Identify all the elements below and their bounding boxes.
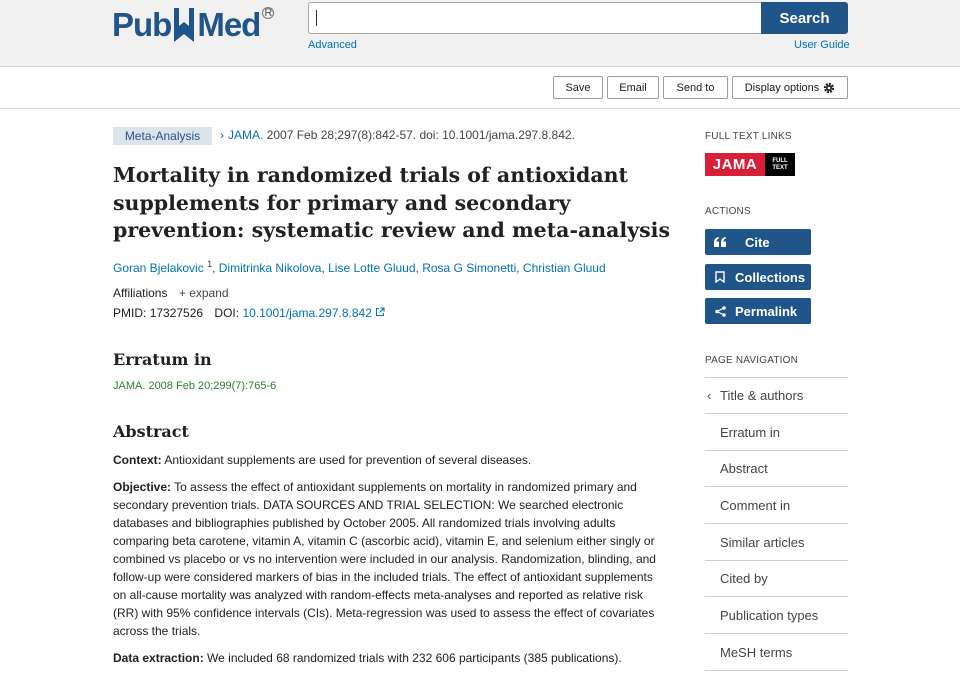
- send-to-button[interactable]: Send to: [663, 76, 728, 99]
- article-title: Mortality in randomized trials of antioxidant supplements for primary and secondary prevention: systematic review and meta-analysis: [113, 163, 670, 242]
- doi-link[interactable]: [242, 306, 385, 320]
- full-text-links-label: FULL TEXT LINKS: [705, 131, 792, 142]
- actions-label: ACTIONS: [705, 206, 751, 217]
- abstract-context: [113, 451, 658, 469]
- header: [0, 0, 960, 67]
- text-caret: [316, 10, 317, 26]
- pmid-value: 17327526: [149, 306, 204, 320]
- abstract-data-extraction: [113, 649, 658, 667]
- jama-full-text-link[interactable]: [705, 153, 795, 176]
- nav-item-erratum[interactable]: Erratum in: [705, 415, 848, 451]
- extraction-text: We included 68 randomized trials with 232 606 participants (385 publications).: [203, 651, 622, 665]
- pmid-label: PMID:: [113, 306, 147, 320]
- nav-item-publication-types[interactable]: Publication types: [705, 598, 848, 634]
- collections-label: Collections: [735, 269, 806, 285]
- affiliation-number[interactable]: 1: [207, 259, 213, 269]
- cite-button[interactable]: [705, 229, 811, 255]
- affiliations-label: Affiliations: [113, 286, 168, 300]
- email-button[interactable]: Email: [607, 76, 659, 99]
- nav-item-label: Title & authors: [720, 388, 804, 403]
- author-link[interactable]: Goran Bjelakovic: [113, 261, 204, 275]
- save-button[interactable]: Save: [553, 76, 603, 99]
- nav-item-cited-by[interactable]: Cited by: [705, 561, 848, 597]
- context-label: Context:: [113, 453, 162, 467]
- cite-label: Cite: [745, 234, 770, 250]
- objective-label: Objective:: [113, 480, 172, 494]
- display-options-button[interactable]: [732, 76, 848, 99]
- affiliations-row: [113, 286, 229, 300]
- author-link[interactable]: Christian Gluud: [522, 261, 606, 275]
- author-link[interactable]: Rosa G Simonetti: [422, 261, 517, 275]
- nav-item-mesh-terms[interactable]: MeSH terms: [705, 635, 848, 671]
- publication-type-badge: Meta-Analysis: [113, 127, 212, 145]
- page-navigation-label: PAGE NAVIGATION: [705, 355, 799, 366]
- share-icon: [705, 306, 735, 317]
- identifiers-row: [113, 306, 385, 320]
- context-text: Antioxidant supplements are used for prevention of several diseases.: [161, 453, 532, 467]
- author-list: Goran Bjelakovic $^1$, Dimitrinka Nikolova, Lise Lotte Gluud, Rosa G Simonetti, Christian Gluud: [113, 259, 606, 275]
- jama-logo-text: JAMA: [705, 153, 765, 176]
- chevron-left-icon: ‹: [707, 388, 712, 403]
- permalink-button[interactable]: [705, 298, 811, 324]
- full-text-tag-line1: FULL: [772, 157, 788, 164]
- full-text-tag-line2: TEXT: [772, 164, 788, 171]
- nav-item-abstract[interactable]: Abstract: [705, 451, 848, 487]
- external-link-icon: [375, 306, 385, 320]
- logo-bookmark-icon: [172, 4, 196, 46]
- collections-button[interactable]: [705, 264, 811, 290]
- journal-link[interactable]: JAMA.: [228, 128, 264, 142]
- logo-pub-text: Pub: [112, 6, 172, 43]
- search-input[interactable]: [308, 2, 762, 34]
- gear-icon: [823, 82, 835, 94]
- citation-details: 2007 Feb 28;297(8):842-57. doi: 10.1001/jama.297.8.842.: [263, 128, 575, 142]
- pubmed-logo[interactable]: [112, 4, 274, 46]
- expand-label: expand: [189, 286, 229, 300]
- citation: [220, 128, 575, 142]
- search-button[interactable]: Search: [761, 2, 848, 34]
- registered-mark-icon: R: [262, 7, 274, 19]
- abstract-heading: Abstract: [113, 422, 189, 441]
- doi-value: 10.1001/jama.297.8.842: [242, 306, 372, 320]
- nav-item-title-authors[interactable]: [705, 378, 848, 414]
- objective-text: To assess the effect of antioxidant supplements on mortality in randomized primary and secondary prevention trials. DATA SOURCES AND TRIAL SELECTION: We searched electronic databases and bibliographies published by October 2005. All randomized trials involving adults comparing beta carotene, vitamin A, vitamin C (ascorbic acid), vitamin E, and selenium either singly or combined vs placebo or vs no intervention were included in our analysis. Randomization, blinding, and follow-up were considered markers of bias in the included trials. The effect of antioxidant supplements on all-cause mortality was analyzed with random-effects meta-analyses and reported as relative risk (RR) with 95% confidence intervals (CIs). Meta-regression was used to assess the effect of covariates across the trials.: [113, 480, 656, 638]
- plus-icon: +: [178, 286, 186, 300]
- abstract-objective: [113, 478, 658, 640]
- erratum-heading: Erratum in: [113, 350, 212, 369]
- doi-label: DOI:: [214, 306, 240, 320]
- bookmark-icon: [705, 271, 735, 283]
- nav-item-similar-articles[interactable]: Similar articles: [705, 525, 848, 561]
- article-toolbar: [0, 68, 960, 109]
- chevron-right-icon: ›: [220, 128, 224, 142]
- extraction-label: Data extraction:: [113, 651, 204, 665]
- advanced-search-link[interactable]: Advanced: [308, 39, 357, 51]
- author-link[interactable]: Lise Lotte Gluud: [328, 261, 416, 275]
- permalink-label: Permalink: [735, 303, 798, 319]
- logo-med-text: Med: [197, 6, 261, 43]
- nav-item-comment-in[interactable]: Comment in: [705, 488, 848, 524]
- display-options-label: Display options: [744, 81, 820, 94]
- quote-icon: [705, 237, 735, 247]
- full-text-tag: [765, 153, 795, 176]
- author-link[interactable]: Dimitrinka Nikolova: [218, 261, 322, 275]
- affiliations-expand-toggle[interactable]: [179, 286, 229, 300]
- user-guide-link[interactable]: User Guide: [794, 39, 850, 51]
- erratum-link[interactable]: JAMA. 2008 Feb 20;299(7):765-6: [113, 380, 277, 392]
